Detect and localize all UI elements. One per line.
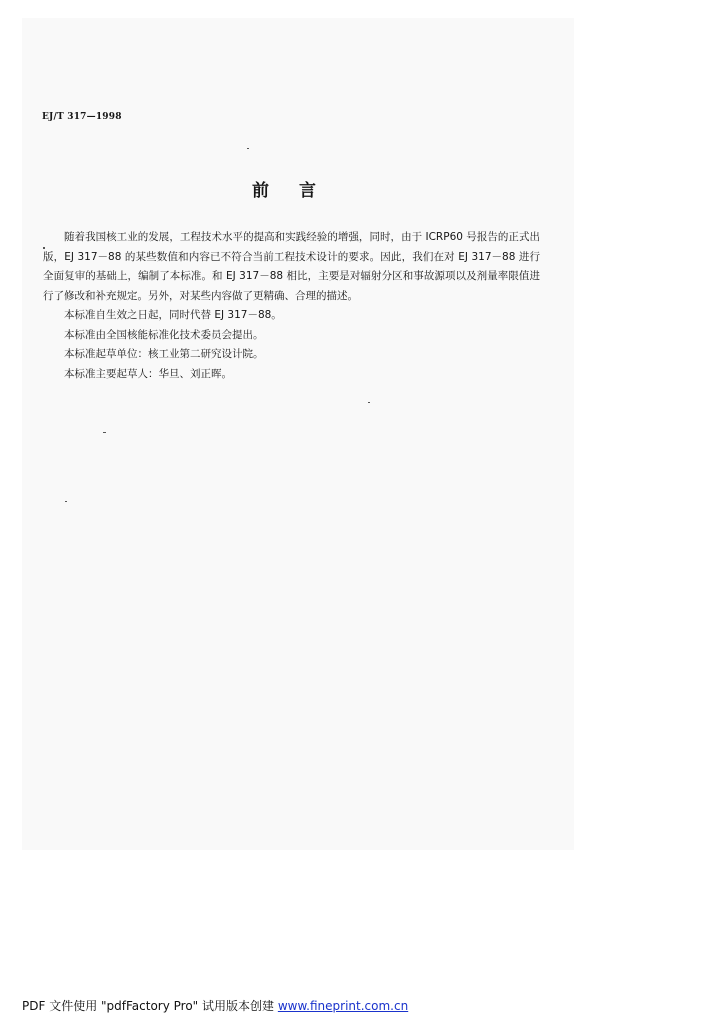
scan-speck xyxy=(43,247,45,249)
paragraph-drafting-unit: 本标准起草单位：核工业第二研究设计院。 xyxy=(64,348,264,360)
paragraph-drafters: 本标准主要起草人：华旦、刘正晖。 xyxy=(64,367,232,380)
paragraph-intro: 随着我国核工业的发展，工程技术水平的提高和实践经验的增强，同时，由于 ICRP60 号报告的正式出版，EJ 317－88 的某些数值和内容已不符合当前工程技术设计的要求。因此，我们在对 EJ 317－88 进行全面复审的基础上，编制了本标准。和 EJ 317－88 相比，主要是对辐射分区和事故源项以及剂量率限值进行了修改和补充规定。另外，对某些内容做了更精确、合理的描述。 xyxy=(43,231,540,302)
footer-link[interactable]: www.fineprint.com.cn xyxy=(277,999,409,1013)
paragraph-proposer: 本标准由全国核能标准化技术委员会提出。 xyxy=(64,328,264,341)
footer-text: PDF 文件使用 "pdfFactory Pro" 试用版本创建 xyxy=(22,999,275,1013)
scan-speck xyxy=(247,148,249,149)
scanned-page xyxy=(22,18,574,850)
scan-speck xyxy=(368,402,370,403)
scan-speck xyxy=(103,432,106,433)
paragraph-replacement: 本标准自生效之日起，同时代替 EJ 317－88。 xyxy=(64,309,282,321)
scan-speck xyxy=(65,501,67,502)
document-code: EJ/T 317—1998 xyxy=(42,112,122,122)
page-title: 前言 xyxy=(252,181,346,201)
pdf-footer xyxy=(22,997,408,1014)
foreword-body xyxy=(43,228,540,384)
